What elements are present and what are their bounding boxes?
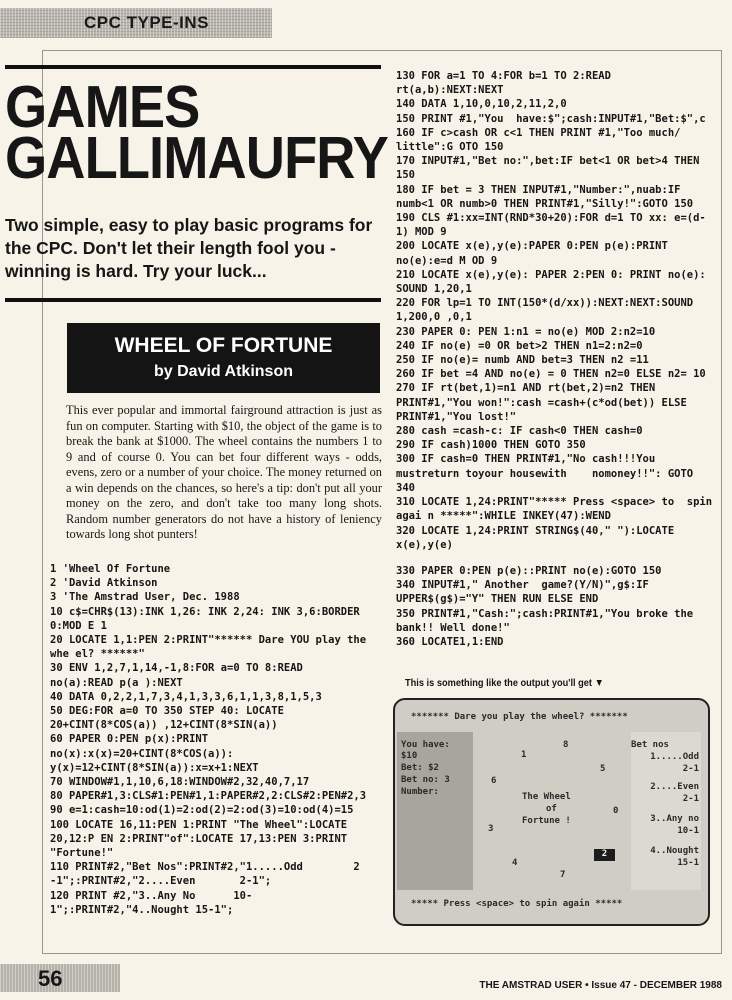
wheel-number: 8 <box>563 740 569 750</box>
wheel-center-text: Fortune ! <box>522 816 571 826</box>
wheel-number: 6 <box>491 776 497 786</box>
wheel-number: 5 <box>600 764 606 774</box>
screen-left-text: $10 <box>401 751 418 761</box>
highlighted-number: 2 <box>594 849 615 861</box>
wheel-center-text: of <box>546 804 557 814</box>
wheel-number: 7 <box>560 870 566 880</box>
screen-right-window <box>631 732 701 890</box>
wheel-number: 3 <box>488 824 494 834</box>
wheel-center-text: The Wheel <box>522 792 571 802</box>
wheel-number: 4 <box>512 858 518 868</box>
screenshot-caption: This is something like the output you'll get ▼ <box>405 677 604 689</box>
section-tab <box>0 8 272 38</box>
section-label: CPC TYPE-INS <box>84 13 210 32</box>
article-title-line2: GALLIMAUFRY <box>5 125 388 191</box>
screen-bet-text: Bet nos <box>631 740 669 750</box>
screen-title-line: ******* Dare you play the wheel? ******* <box>411 712 628 722</box>
screen-bet-text: 4..Nought <box>650 846 699 856</box>
screen-prompt-line: ***** Press <space> to spin again ***** <box>411 899 623 909</box>
page-number: 56 <box>38 966 63 991</box>
article-deck: Two simple, easy to play basic programs for the CPC. Don't let their length fool you - winning is hard. Try your luck... <box>5 215 373 281</box>
screen-left-text: Number: <box>401 787 439 797</box>
screen-bet-text: 10-1 <box>677 826 699 836</box>
program-title: WHEEL OF FORTUNE <box>114 334 333 357</box>
screen-left-text: You have: <box>401 740 450 750</box>
screen-bet-text: 2-1 <box>682 764 699 774</box>
screen-left-text: Bet no: 3 <box>401 775 450 785</box>
title-rule-top <box>5 65 381 69</box>
screen-left-text: Bet: $2 <box>401 763 439 773</box>
screen-bet-text: 1.....Odd <box>650 752 699 762</box>
wheel-number: 1 <box>521 750 527 760</box>
title-rule-bottom <box>5 298 381 302</box>
program-author: by David Atkinson <box>154 363 293 380</box>
screen-bet-text: 3..Any no <box>650 814 699 824</box>
footer-publication: THE AMSTRAD USER • Issue 47 - DECEMBER 1988 <box>479 980 722 991</box>
screen-bet-text: 15-1 <box>677 858 699 868</box>
output-screenshot <box>393 698 710 926</box>
screen-left-window <box>397 732 473 890</box>
code-listing-right: 130 FOR a=1 TO 4:FOR b=1 TO 2:READ rt(a,b):NEXT:NEXT 140 DATA 1,10,0,10,2,11,2,0 150 PRINT #1,"You have:$";cash:INPUT#1,"Bet:$",c 160 IF c>cash OR c<1 THEN PRINT #1,"Too much/ little":G OTO 150 170 INPUT#1,"Bet no:",bet:IF bet<1 OR bet>4 THEN 150 180 IF bet = 3 THEN INPUT#1,"Number:",nuab:IF numb<1 OR numb>0 THEN PRINT#1,"Silly!":GOTO 150 190 CLS #1:xx=INT(RND*30+20):FOR d=1 TO xx: e=(d-1) MOD 9 200 LOCATE x(e),y(e):PAPER 0:PEN p(e):PRINT no(e):e=d M OD 9 210 LOCATE x(e),y(e): PAPER 2:PEN 0: PRINT no(e): SOUND 1,20,1 220 FOR lp=1 TO INT(150*(d/xx)):NEXT:NEXT:SOUND 1,200,0 ,0,1 230 PAPER 0: PEN 1:n1 = no(e) MOD 2:n2=10 240 IF no(e) =0 OR bet>2 THEN n1=2:n2=0 250 IF no(e)= numb AND bet=3 THEN n2 =11 260 IF bet =4 AND no(e) = 0 THEN n2=0 ELSE n2= 10 270 IF rt(bet,1)=n1 AND rt(bet,2)=n2 THEN PRINT#1,"You won!":cash =cash+(c*od(bet)) ELSE PRINT#1,"You lost!" 280 cash =cash-c: IF cash<0 THEN cash=0 290 IF cash)1000 THEN GOTO 350 300 IF cash=0 THEN PRINT#1,"No cash!!!You mustreturn toyour housewith nomoney!!": GOTO 340 310 LOCATE 1,24:PRINT"***** Press <space> to spin agai n *****":WHILE INKEY(47):WEND 320 LOCATE 1,24:PRINT STRING$(40," "):LOCATE x(e),y(e) <box>396 70 713 551</box>
wheel-number: 0 <box>613 806 619 816</box>
screen-bet-text: 2-1 <box>682 794 699 804</box>
code-listing-right-end: 330 PAPER 0:PEN p(e)::PRINT no(e):GOTO 150 340 INPUT#1," Another game?(Y/N)",g$:IF UPPER$(g$)="Y" THEN RUN ELSE END 350 PRINT#1,"Cash:";cash:PRINT#1,"You broke the bank!! Well done!" 360 LOCATE1,1:END <box>396 565 694 649</box>
article-title <box>5 74 388 191</box>
code-listing-left: 1 'Wheel Of Fortune 2 'David Atkinson 3 'The Amstrad User, Dec. 1988 10 c$=CHR$(13):INK 1,26: INK 2,24: INK 3,6:BORDER 0:MOD E 1 20 LOCATE 1,1:PEN 2:PRINT"****** Dare YOU play the whe el? ******" 30 ENV 1,2,7,1,14,-1,8:FOR a=0 TO 8:READ no(a):READ p(a ):NEXT 40 DATA 0,2,2,1,7,3,4,1,3,3,6,1,1,3,8,1,5,3 50 DEG:FOR a=0 TO 350 STEP 40: LOCATE 20+CINT(8*COS(a)) ,12+CINT(8*SIN(a)) 60 PAPER 0:PEN p(x):PRINT no(x):x(x)=20+CINT(8*COS(a)): y(x)=12+CINT(8*SIN(a)):x=x+1:NEXT 70 WINDOW#1,1,10,6,18:WINDOW#2,32,40,7,17 80 PAPER#1,3:CLS#1:PEN#1,1:PAPER#2,2:CLS#2:PEN#2,3 90 e=1:cash=10:od(1)=2:od(2)=2:od(3)=10:od(4)=15 100 LOCATE 16,11:PEN 1:PRINT "The Wheel":LOCATE 20,12:P EN 2:PRINT"of":LOCATE 17,13:PEN 3:PRINT "Fortune!" 110 PRINT#2,"Bet Nos":PRINT#2,"1.....Odd 2 -1";:PRINT#2,"2....Even 2-1"; 120 PRINT #2,"3..Any No 10-1";:PRINT#2,"4..Nought 15-1"; <box>50 563 367 916</box>
screen-bet-text: 2....Even <box>650 782 699 792</box>
program-title-box <box>67 323 380 393</box>
program-intro: This ever popular and immortal fairground attraction is just as fun on computer. Starting with $10, the object of the game is to break the bank at $1000. The wheel contains the numbers 1 to 9 and of course 0. You can bet four different ways - odds, evens, zero or a number of your choice. The money returned on a win depends on the chances, so here's a tip: don't put all your money on the zero, and don't take too many long shots. Random number generators do not have a history of leniency towards long shot punters! <box>66 403 382 541</box>
article-title-line1: GAMES <box>5 74 200 140</box>
